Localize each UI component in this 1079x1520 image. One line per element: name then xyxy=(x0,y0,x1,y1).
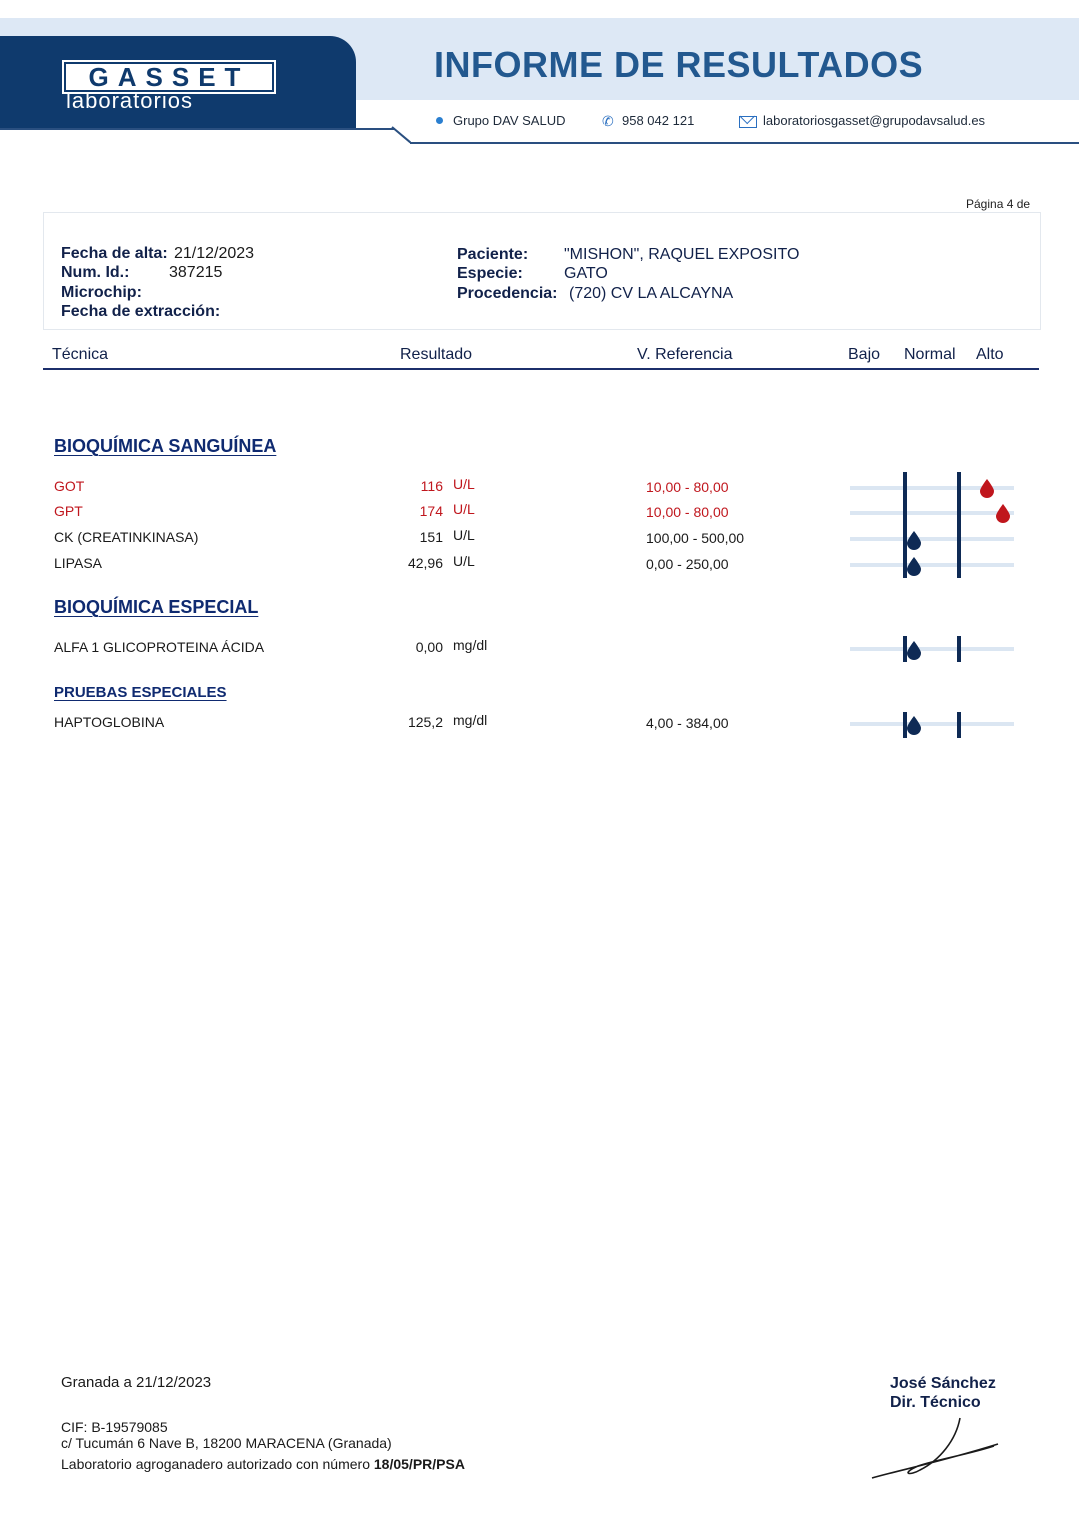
header-rule-diagonal xyxy=(391,126,411,143)
result-drop-icon xyxy=(906,715,922,735)
test-name: LIPASA xyxy=(54,555,102,571)
normal-high-limit-bar xyxy=(957,472,961,578)
normal-high-limit-bar xyxy=(957,636,961,662)
normal-low-limit-bar xyxy=(903,636,907,662)
paciente-value: "MISHON", RAQUEL EXPOSITO xyxy=(564,246,800,263)
result-drop-icon xyxy=(906,640,922,660)
authorization-number: 18/05/PR/PSA xyxy=(373,1456,465,1472)
test-unit: U/L xyxy=(453,553,475,569)
address: c/ Tucumán 6 Nave B, 18200 MARACENA (Granada) xyxy=(61,1435,392,1451)
normal-low-limit-bar xyxy=(903,472,907,578)
test-value: 125,2 xyxy=(407,714,443,730)
fecha-alta-label: Fecha de alta: xyxy=(61,245,168,262)
report-title: INFORME DE RESULTADOS xyxy=(434,44,924,85)
column-header-rule xyxy=(43,368,1039,370)
test-reference: 10,00 - 80,00 xyxy=(646,479,729,495)
fecha-alta-value: 21/12/2023 xyxy=(174,245,255,262)
test-value: 174 xyxy=(419,503,443,519)
test-reference: 100,00 - 500,00 xyxy=(646,530,745,546)
result-drop-icon xyxy=(995,503,1011,523)
col-tecnica: Técnica xyxy=(52,346,109,363)
test-unit: U/L xyxy=(453,476,475,492)
procedencia-value: (720) CV LA ALCAYNA xyxy=(569,285,734,302)
test-value: 116 xyxy=(420,478,443,494)
phone-number[interactable]: 958 042 121 xyxy=(622,113,695,128)
col-normal: Normal xyxy=(904,346,956,363)
col-alto: Alto xyxy=(976,346,1004,363)
especie-label: Especie: xyxy=(457,265,523,282)
fecha-extraccion-label: Fecha de extracción: xyxy=(61,303,221,320)
num-id-value: 387215 xyxy=(169,264,223,281)
col-resultado: Resultado xyxy=(400,346,473,363)
col-bajo: Bajo xyxy=(848,346,881,363)
authorization-prefix: Laboratorio agroganadero autorizado con número xyxy=(61,1456,374,1472)
test-reference: 4,00 - 384,00 xyxy=(646,715,729,731)
result-drop-icon xyxy=(906,530,922,550)
header-rule-right xyxy=(410,142,1079,144)
bullet-icon xyxy=(436,117,443,124)
test-name: GPT xyxy=(54,503,83,519)
page-number: Página 4 de xyxy=(966,197,1031,211)
group-name: Grupo DAV SALUD xyxy=(453,113,566,128)
place-date: Granada a 21/12/2023 xyxy=(61,1374,212,1391)
col-referencia: V. Referencia xyxy=(637,346,733,363)
test-unit: U/L xyxy=(453,501,475,517)
num-id-label: Num. Id.: xyxy=(61,264,130,281)
section-pruebas-especiales: PRUEBAS ESPECIALES xyxy=(54,684,227,701)
authorization xyxy=(61,1456,465,1472)
section-bioquimica-sanguinea: BIOQUÍMICA SANGUÍNEA xyxy=(54,436,277,456)
logo-main: GASSET xyxy=(64,62,274,92)
test-name: HAPTOGLOBINA xyxy=(54,714,165,730)
test-name: CK (CREATINKINASA) xyxy=(54,529,199,545)
test-value: 0,00 xyxy=(415,639,443,655)
signature-image xyxy=(860,1412,1020,1492)
result-drop-icon xyxy=(906,556,922,576)
normal-low-limit-bar xyxy=(903,712,907,738)
logo-sub: laboratorios xyxy=(66,88,193,113)
test-value: 42,96 xyxy=(407,555,443,571)
email-link[interactable]: laboratoriosgasset@grupodavsalud.es xyxy=(763,113,986,128)
indicator-track xyxy=(850,647,1014,651)
indicator-track xyxy=(850,563,1014,567)
test-unit: U/L xyxy=(453,527,475,543)
result-drop-icon xyxy=(979,478,995,498)
indicator-track xyxy=(850,537,1014,541)
test-reference: 0,00 - 250,00 xyxy=(646,556,729,572)
microchip-label: Microchip: xyxy=(61,284,142,301)
indicator-track xyxy=(850,511,1014,515)
test-name: GOT xyxy=(54,478,85,494)
test-name: ALFA 1 GLICOPROTEINA ÁCIDA xyxy=(54,639,265,655)
procedencia-label: Procedencia: xyxy=(457,285,558,302)
indicator-track xyxy=(850,722,1014,726)
header-rule-left xyxy=(0,128,395,130)
test-unit: mg/dl xyxy=(453,712,488,728)
mail-icon xyxy=(739,116,757,128)
test-unit: mg/dl xyxy=(453,637,488,653)
especie-value: GATO xyxy=(564,265,608,282)
test-value: 151 xyxy=(419,529,443,545)
section-bioquimica-especial: BIOQUÍMICA ESPECIAL xyxy=(54,597,259,617)
phone-icon: ✆ xyxy=(602,113,614,129)
cif: CIF: B-19579085 xyxy=(61,1419,168,1435)
signer-name: José Sánchez xyxy=(890,1375,996,1392)
normal-high-limit-bar xyxy=(957,712,961,738)
signer-role: Dir. Técnico xyxy=(890,1394,981,1411)
test-reference: 10,00 - 80,00 xyxy=(646,504,729,520)
paciente-label: Paciente: xyxy=(457,246,529,263)
